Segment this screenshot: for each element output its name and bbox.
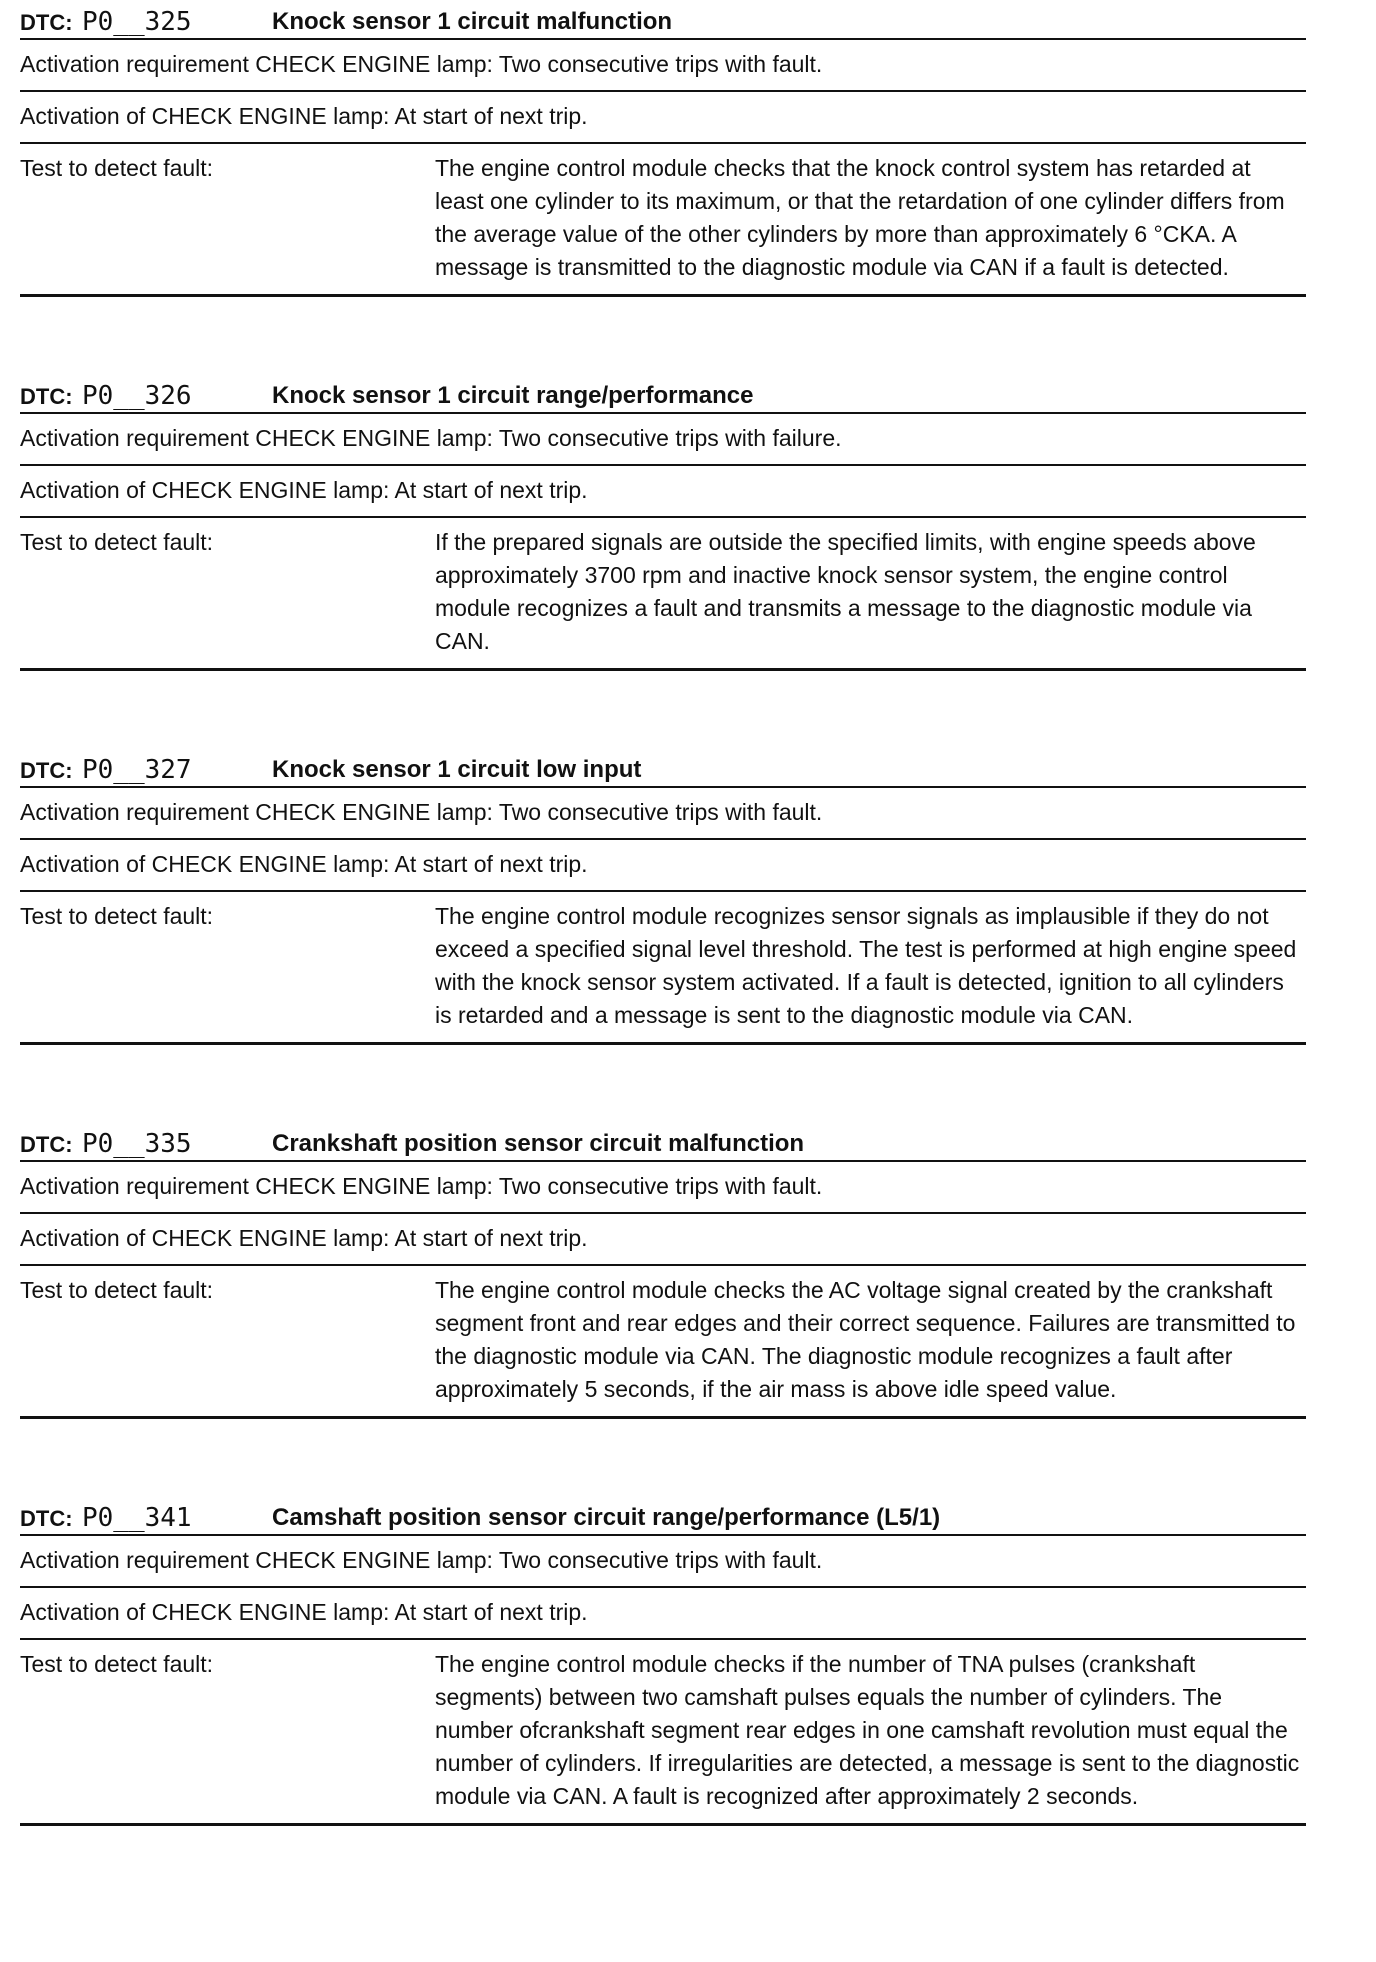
activation-lamp: Activation of CHECK ENGINE lamp: At start of next trip. [20, 1588, 1306, 1640]
test-row [20, 1640, 1306, 1826]
dtc-code: P0__335 [82, 1129, 192, 1159]
test-description: If the prepared signals are outside the specified limits, with engine speeds above approximately 3700 rpm and inactive knock sensor system, the engine control module recognizes a fault and transmits a message to the diagnostic module via CAN. [435, 529, 1256, 654]
dtc-block-p0341 [20, 1496, 1306, 1826]
dtc-block-p0325 [20, 0, 1306, 297]
activation-requirement: Activation requirement CHECK ENGINE lamp: Two consecutive trips with fault. [20, 788, 1306, 840]
activation-lamp: Activation of CHECK ENGINE lamp: At start of next trip. [20, 840, 1306, 892]
dtc-header [20, 374, 1306, 414]
dtc-title: Knock sensor 1 circuit range/performance [272, 382, 754, 409]
dtc-code: P0__341 [82, 1503, 192, 1533]
dtc-title: Knock sensor 1 circuit malfunction [272, 8, 673, 35]
activation-requirement: Activation requirement CHECK ENGINE lamp: Two consecutive trips with fault. [20, 1162, 1306, 1214]
test-description: The engine control module checks if the number of TNA pulses (crankshaft segments) between two camshaft pulses equals the number of cylinders. The number ofcrankshaft segment rear edges in one camshaft revolution must equal the number of cylinders. If irregularities are detected, a message is sent to the diagnostic module via CAN. A fault is recognized after approximately 2 seconds. [435, 1651, 1300, 1809]
test-row [20, 892, 1306, 1045]
dtc-block-p0335 [20, 1122, 1306, 1419]
dtc-title: Knock sensor 1 circuit low input [272, 756, 642, 783]
test-label: Test to detect fault: [20, 155, 214, 181]
dtc-document [20, 0, 1306, 1826]
dtc-label: DTC: [20, 758, 73, 783]
dtc-header [20, 1496, 1306, 1536]
dtc-block-p0327 [20, 748, 1306, 1045]
dtc-code: P0__327 [82, 755, 192, 785]
dtc-label: DTC: [20, 1506, 73, 1531]
activation-lamp: Activation of CHECK ENGINE lamp: At start of next trip. [20, 1214, 1306, 1266]
dtc-label: DTC: [20, 10, 73, 35]
dtc-code: P0__325 [82, 7, 192, 37]
dtc-label: DTC: [20, 1132, 73, 1157]
activation-lamp: Activation of CHECK ENGINE lamp: At start of next trip. [20, 92, 1306, 144]
activation-requirement: Activation requirement CHECK ENGINE lamp: Two consecutive trips with failure. [20, 414, 1306, 466]
dtc-header [20, 1122, 1306, 1162]
activation-lamp: Activation of CHECK ENGINE lamp: At start of next trip. [20, 466, 1306, 518]
test-label: Test to detect fault: [20, 1277, 214, 1303]
test-description: The engine control module recognizes sensor signals as implausible if they do not exceed a specified signal level threshold. The test is performed at high engine speed with the knock sensor system activated. If a fault is detected, ignition to all cylinders is retarded and a message is sent to the diagnostic module via CAN. [435, 903, 1297, 1028]
test-description: The engine control module checks that the knock control system has retarded at least one cylinder to its maximum, or that the retardation of one cylinder differs from the average value of the other cylinders by more than approximately 6 °CKA. A message is transmitted to the diagnostic module via CAN if a fault is detected. [435, 155, 1285, 280]
dtc-title: Crankshaft position sensor circuit malfunction [272, 1130, 805, 1157]
test-label: Test to detect fault: [20, 903, 214, 929]
activation-requirement: Activation requirement CHECK ENGINE lamp: Two consecutive trips with fault. [20, 40, 1306, 92]
test-row [20, 518, 1306, 671]
test-label: Test to detect fault: [20, 529, 214, 555]
dtc-block-p0326 [20, 374, 1306, 671]
dtc-label: DTC: [20, 384, 73, 409]
activation-requirement: Activation requirement CHECK ENGINE lamp: Two consecutive trips with fault. [20, 1536, 1306, 1588]
dtc-code: P0__326 [82, 381, 192, 411]
dtc-header [20, 748, 1306, 788]
test-row [20, 1266, 1306, 1419]
test-description: The engine control module checks the AC voltage signal created by the crankshaft segment front and rear edges and their correct sequence. Failures are transmitted to the diagnostic module via CAN. The diagnostic module recognizes a fault after approximately 5 seconds, if the air mass is above idle speed value. [435, 1277, 1296, 1402]
dtc-header [20, 0, 1306, 40]
test-label: Test to detect fault: [20, 1651, 214, 1677]
dtc-title: Camshaft position sensor circuit range/performance (L5/1) [272, 1504, 941, 1531]
test-row [20, 144, 1306, 297]
